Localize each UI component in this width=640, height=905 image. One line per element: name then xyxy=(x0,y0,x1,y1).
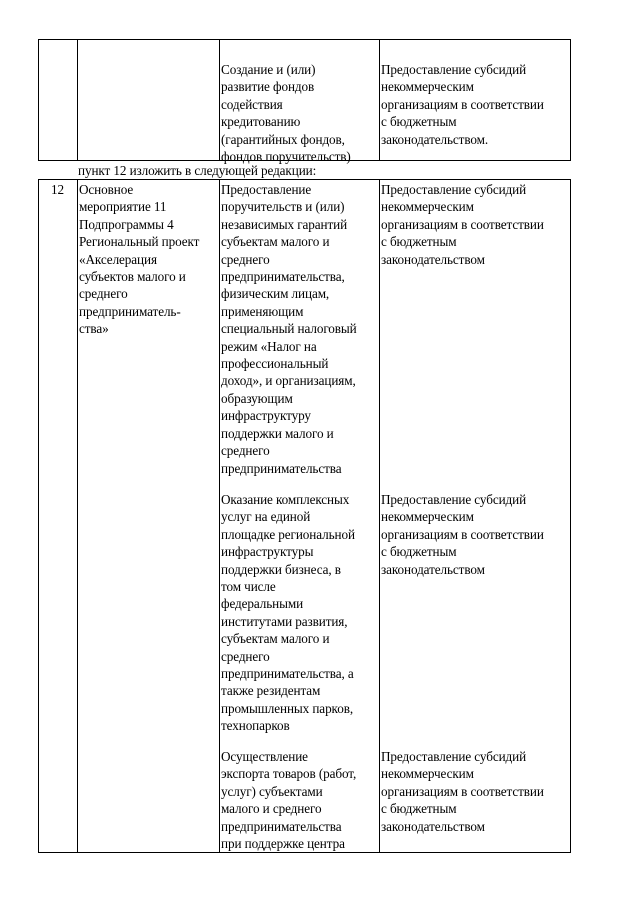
col2-line: мероприятие 11 xyxy=(79,199,167,215)
block1-col3-line: поручительств и (или) xyxy=(221,199,345,215)
top-cell3-line: кредитованию xyxy=(221,114,301,130)
block1-col3-line: независимых гарантий xyxy=(221,216,348,232)
block1-col3-line: режим «Налог на xyxy=(221,338,317,354)
bottom-table-top-border xyxy=(38,179,571,180)
top-cell3-line: развитие фондов xyxy=(221,79,315,95)
col2-line: «Акселерация xyxy=(79,251,157,267)
block2-col3-line: субъектам малого и xyxy=(221,631,330,647)
block2-col3-line: предпринимательства, а xyxy=(221,666,354,682)
top-table-col-border-3 xyxy=(219,39,220,161)
block2-col3-line: институтами развития, xyxy=(221,613,348,629)
block2-col3-line: поддержки бизнеса, в xyxy=(221,561,341,577)
top-table-col-border-4 xyxy=(379,39,380,161)
block1-col3-line: предпринимательства xyxy=(221,460,342,476)
bottom-table-col-border-5 xyxy=(570,179,571,853)
block3-col3-line: малого и среднего xyxy=(221,801,322,817)
block1-col3-line: применяющим xyxy=(221,303,304,319)
top-cell3-line: содействия xyxy=(221,96,283,112)
block3-col4-line: с бюджетным xyxy=(381,801,457,817)
block2-col4 xyxy=(381,491,544,578)
block1-col3-line: инфраструктуру xyxy=(221,408,311,424)
block3-col4-line: законодательством xyxy=(381,818,485,834)
block1-col4-line: с бюджетным xyxy=(381,234,457,250)
block1-col3-line: специальный налоговый xyxy=(221,321,357,337)
block1-col3 xyxy=(221,181,357,477)
col2-line: ства» xyxy=(79,321,109,337)
row-number: 12 xyxy=(51,182,64,197)
col2-line: Региональный проект xyxy=(79,234,200,250)
block2-col4-line: с бюджетным xyxy=(381,544,457,560)
block1-col3-line: предпринимательства, xyxy=(221,269,345,285)
block2-col3-line: технопарков xyxy=(221,718,290,734)
top-table-col-border-2 xyxy=(77,39,78,161)
col2-line: субъектов малого и xyxy=(79,269,186,285)
block2-col3-line: федеральными xyxy=(221,596,304,612)
block3-col4-line: организациям в соответствии xyxy=(381,783,544,799)
block3-col4-line: Предоставление субсидий xyxy=(381,749,527,764)
block3-col3-line: услуг) субъектами xyxy=(221,783,323,799)
block1-col4-line: законодательством xyxy=(381,251,485,267)
block3-col4-line: некоммерческим xyxy=(381,766,474,782)
block2-col4-line: некоммерческим xyxy=(381,509,474,525)
block1-col3-line: профессиональный xyxy=(221,356,329,372)
block2-col3-line: том числе xyxy=(221,579,276,595)
col2-line: предприниматель- xyxy=(79,303,181,319)
block1-col3-line: среднего xyxy=(221,251,270,267)
block2-col3-line: инфраструктуры xyxy=(221,544,314,560)
block3-col3-line: предпринимательства xyxy=(221,818,342,834)
top-cell4-line: организациям в соответствии xyxy=(381,96,544,112)
block1-col3-line: доход», и организациям, xyxy=(221,373,356,389)
col2-line: Основное xyxy=(79,182,134,197)
top-table-col-border-5 xyxy=(570,39,571,161)
block1-col4 xyxy=(381,181,544,268)
block2-col3-line: услуг на единой xyxy=(221,509,311,525)
block2-col3-line: площадке региональной xyxy=(221,526,355,542)
bottom-table-col-border-1 xyxy=(38,179,39,853)
top-cell4-line: некоммерческим xyxy=(381,79,474,95)
top-table-cell-3 xyxy=(221,61,351,165)
block3-col3 xyxy=(221,748,356,852)
block2-col4-line: законодательством xyxy=(381,561,485,577)
block3-col3-line: экспорта товаров (работ, xyxy=(221,766,357,782)
block3-col4 xyxy=(381,748,544,835)
block1-col3-line: образующим xyxy=(221,390,293,406)
block1-col4-line: Предоставление субсидий xyxy=(381,182,527,197)
block3-col3-line: при поддержке центра xyxy=(221,836,345,852)
top-cell3-line: Создание и (или) xyxy=(221,62,316,77)
block1-col3-line: Предоставление xyxy=(221,182,312,197)
top-cell3-line: (гарантийных фондов, xyxy=(221,131,345,147)
block2-col3 xyxy=(221,491,355,735)
block1-col4-line: некоммерческим xyxy=(381,199,474,215)
top-cell4-line: законодательством. xyxy=(381,131,489,147)
top-table-top-border xyxy=(38,39,571,40)
row12-col2 xyxy=(79,181,199,338)
block1-col3-line: поддержки малого и xyxy=(221,425,334,441)
block1-col3-line: среднего xyxy=(221,443,270,459)
top-table-col-border-1 xyxy=(38,39,39,161)
block1-col3-line: физическим лицам, xyxy=(221,286,330,302)
block2-col3-line: среднего xyxy=(221,648,270,664)
top-cell4-line: с бюджетным xyxy=(381,114,457,130)
top-cell3-line: фондов поручительств) xyxy=(221,149,351,165)
block2-col4-line: организациям в соответствии xyxy=(381,526,544,542)
block2-col3-line: промышленных парков, xyxy=(221,700,354,716)
col2-line: Подпрограммы 4 xyxy=(79,216,174,232)
block2-col4-line: Предоставление субсидий xyxy=(381,492,527,507)
block2-col3-line: Оказание комплексных xyxy=(221,492,350,507)
block1-col3-line: субъектам малого и xyxy=(221,234,330,250)
block1-col4-line: организациям в соответствии xyxy=(381,216,544,232)
top-cell4-line: Предоставление субсидий xyxy=(381,62,527,77)
bottom-table-col-border-2 xyxy=(77,179,78,853)
instruction-text: пункт 12 изложить в следующей редакции: xyxy=(78,163,317,178)
block2-col3-line: также резидентам xyxy=(221,683,321,699)
top-table-cell-4 xyxy=(381,61,544,148)
block3-col3-line: Осуществление xyxy=(221,749,308,764)
bottom-table-col-border-4 xyxy=(379,179,380,853)
bottom-table-col-border-3 xyxy=(219,179,220,853)
col2-line: среднего xyxy=(79,286,128,302)
